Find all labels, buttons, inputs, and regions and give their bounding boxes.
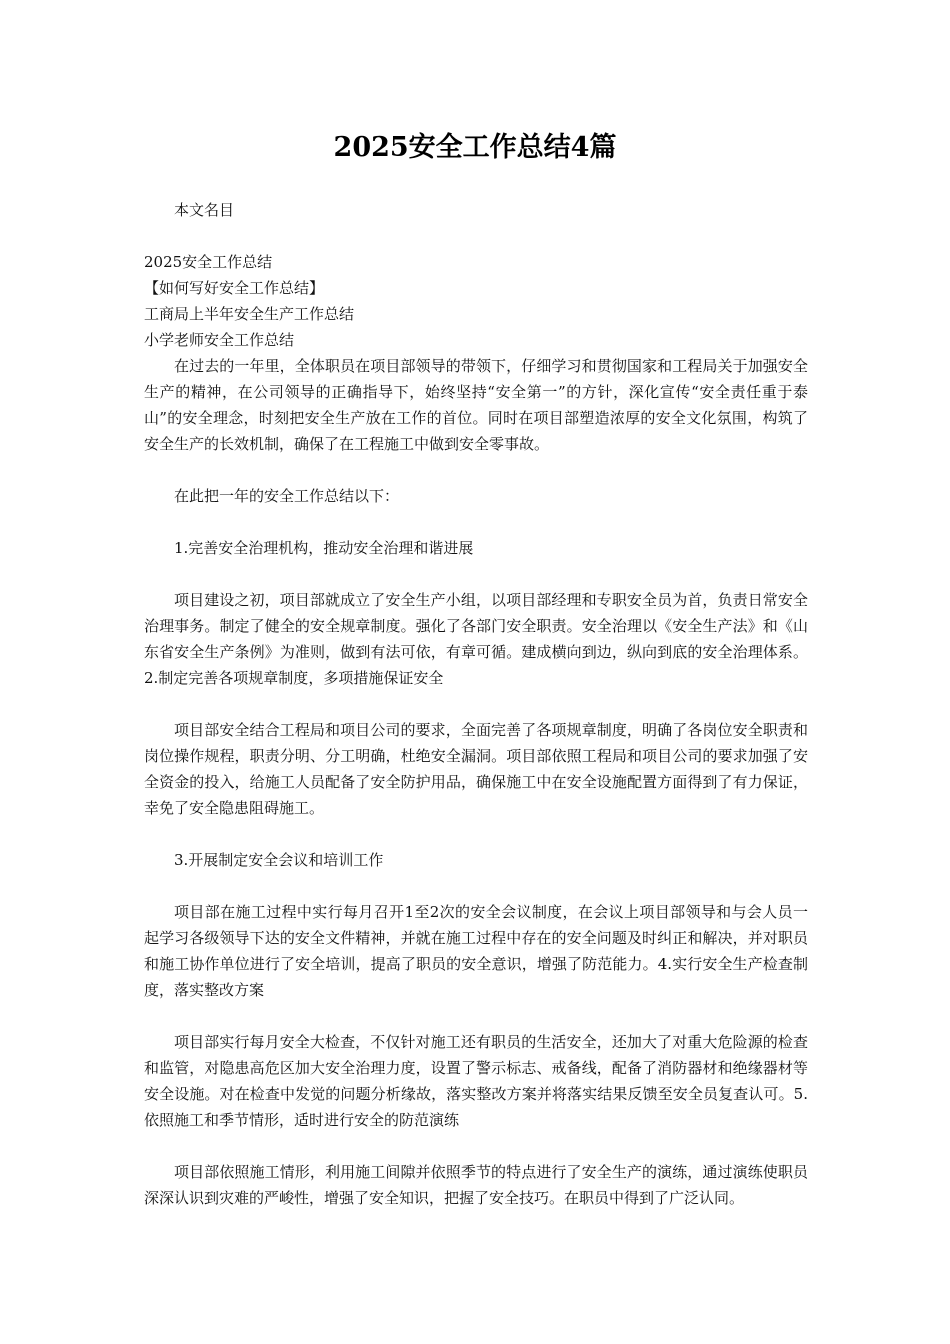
spacer: [144, 457, 808, 483]
paragraph: 项目部在施工过程中实行每月召开1至2次的安全会议制度，在会议上项目部领导和与会人员一起学习各级领导下达的安全文件精神，并就在施工过程中存在的安全问题及时纠正和解决，并对职员和施工协作单位进行了安全培训，提高了职员的安全意识，增强了防范能力。4.实行安全生产检查制度，落实整改方案: [144, 903, 808, 999]
spacer: [144, 821, 808, 847]
spacer: [144, 509, 808, 535]
paragraph: 项目部实行每月安全大检查，不仅针对施工还有职员的生活安全，还加大了对重大危险源的检查和监管，对隐患高危区加大安全治理力度，设置了警示标志、戒备线，配备了消防器材和绝缘器材等安全设施。对在检查中发觉的问题分析缘故，落实整改方案并将落实结果反馈至安全员复查认可。5.依照施工和季节情形，适时进行安全的防范演练: [144, 1033, 808, 1129]
spacer: [144, 223, 808, 249]
spacer: [144, 1133, 808, 1159]
toc-item: 小学老师安全工作总结: [144, 331, 295, 349]
spacer: [144, 873, 808, 899]
spacer: [144, 691, 808, 717]
spacer: [144, 561, 808, 587]
toc-item: 2025安全工作总结: [144, 253, 273, 271]
paragraph: 在此把一年的安全工作总结以下：: [174, 487, 400, 505]
toc-label: 本文名目: [174, 201, 235, 219]
document-title: 2025安全工作总结4篇: [333, 132, 617, 163]
section-heading: 3.开展制定安全会议和培训工作: [174, 851, 384, 869]
toc-item: 【如何写好安全工作总结】: [144, 279, 325, 297]
spacer: [144, 1003, 808, 1029]
paragraph: 项目部安全结合工程局和项目公司的要求，全面完善了各项规章制度，明确了各岗位安全职责和岗位操作规程，职责分明、分工明确，杜绝安全漏洞。项目部依照工程局和项目公司的要求加强了安全资金的投入，给施工人员配备了安全防护用品，确保施工中在安全设施配置方面得到了有力保证，幸免了安全隐患阻碍施工。: [144, 721, 808, 817]
toc-item: 工商局上半年安全生产工作总结: [144, 305, 355, 323]
paragraph: 项目建设之初，项目部就成立了安全生产小组，以项目部经理和专职安全员为首，负责日常安全治理事务。制定了健全的安全规章制度。强化了各部门安全职责。安全治理以《安全生产法》和《山东省安全生产条例》为准则，做到有法可依，有章可循。建成横向到边，纵向到底的安全治理体系。2.制定完善各项规章制度，多项措施保证安全: [144, 591, 808, 687]
paragraph: 项目部依照施工情形，利用施工间隙并依照季节的特点进行了安全生产的演练，通过演练使职员深深认识到灾难的严峻性，增强了安全知识，把握了安全技巧。在职员中得到了广泛认同。: [144, 1163, 808, 1207]
paragraph: 在过去的一年里，全体职员在项目部领导的带领下，仔细学习和贯彻国家和工程局关于加强安全生产的精神，在公司领导的正确指导下，始终坚持“安全第一”的方针，深化宣传“安全责任重于泰山”的安全理念，时刻把安全生产放在工作的首位。同时在项目部塑造浓厚的安全文化氛围，构筑了安全生产的长效机制，确保了在工程施工中做到安全零事故。: [144, 357, 808, 453]
document-body: [144, 197, 808, 1211]
section-heading: 1.完善安全治理机构，推动安全治理和谐进展: [174, 539, 474, 557]
